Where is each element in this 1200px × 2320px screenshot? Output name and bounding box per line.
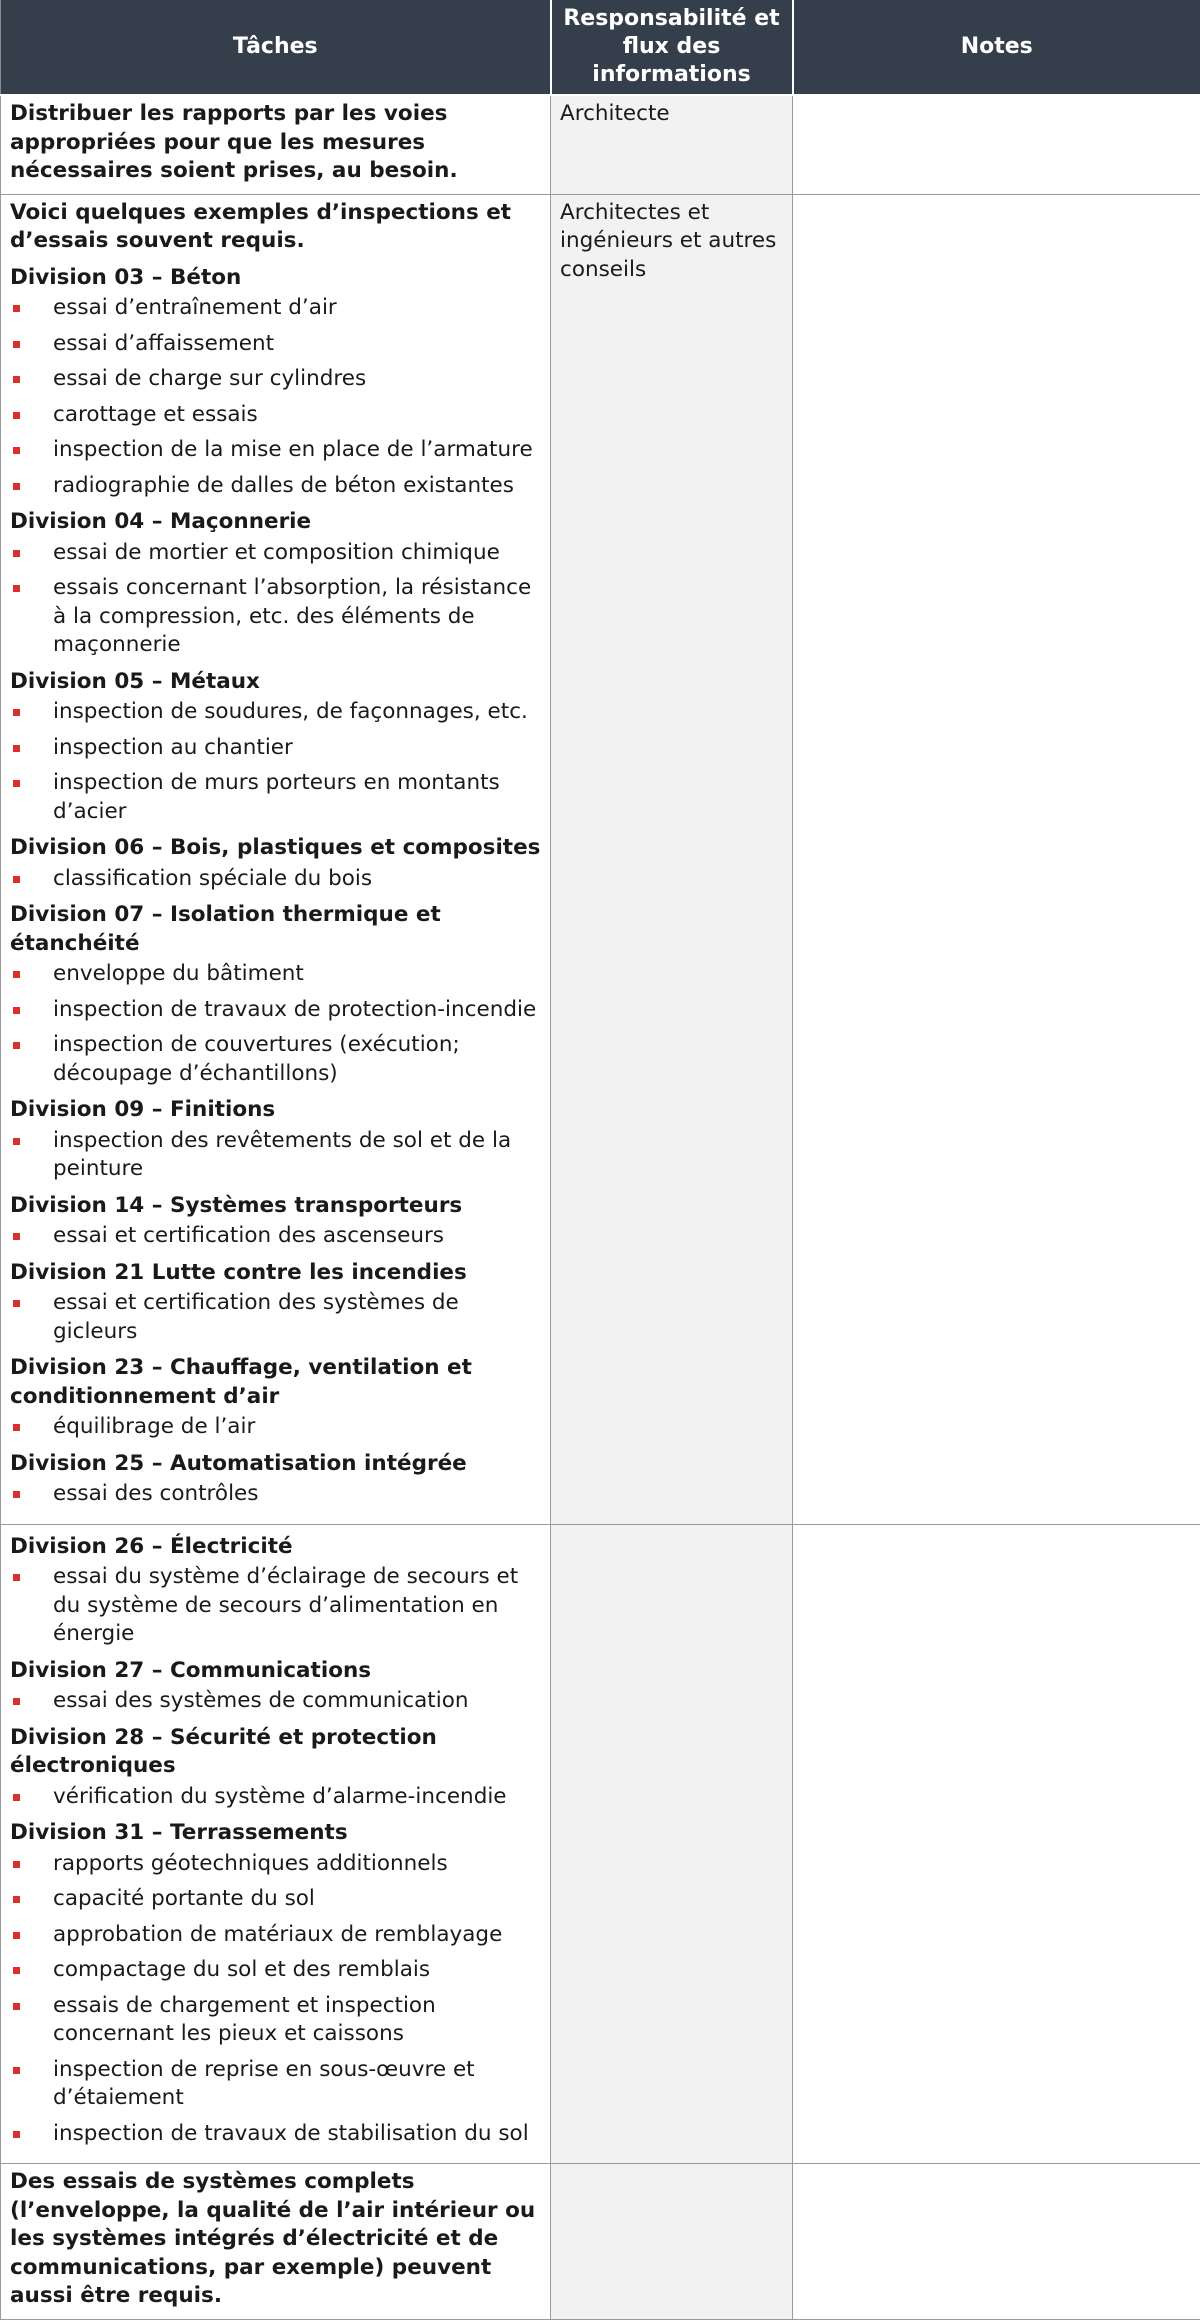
- list-item: essai de mortier et composition chimique: [10, 539, 541, 568]
- table-row: [1, 1524, 1200, 2164]
- list-item: inspection de la mise en place de l’armature: [10, 436, 541, 465]
- list-item: approbation de matériaux de remblayage: [10, 1921, 541, 1950]
- list-item: carottage et essais: [10, 401, 541, 430]
- list-item: inspection des revêtements de sol et de la peinture: [10, 1127, 541, 1184]
- division-item-list: [10, 1783, 541, 1812]
- division-item-list: [10, 960, 541, 1088]
- responsibility-cell: [551, 1524, 793, 2164]
- division-title: Division 27 – Communications: [10, 1657, 541, 1686]
- division-title: Division 28 – Sécurité et protection électroniques: [10, 1724, 541, 1781]
- list-item: inspection de travaux de stabilisation du sol: [10, 2120, 541, 2149]
- list-item: inspection de murs porteurs en montants d’acier: [10, 769, 541, 826]
- notes-cell: [793, 194, 1200, 1524]
- division-item-list: [10, 1127, 541, 1184]
- list-item: essai d’affaissement: [10, 330, 541, 359]
- list-item: équilibrage de l’air: [10, 1413, 541, 1442]
- division-item-list: [10, 1413, 541, 1442]
- task-cell: [1, 1524, 551, 2164]
- division-item-list: [10, 1480, 541, 1509]
- responsibility-cell: [551, 2164, 793, 2320]
- notes-cell: [793, 95, 1200, 194]
- list-item: inspection au chantier: [10, 734, 541, 763]
- list-item: essai et certification des systèmes de gicleurs: [10, 1289, 541, 1346]
- table-header-row: [1, 0, 1200, 95]
- list-item: inspection de couvertures (exécution; découpage d’échantillons): [10, 1031, 541, 1088]
- list-item: classification spéciale du bois: [10, 865, 541, 894]
- division-title: Division 05 – Métaux: [10, 668, 541, 697]
- division-title: Division 23 – Chauffage, ventilation et conditionnement d’air: [10, 1354, 541, 1411]
- division-title: Division 03 – Béton: [10, 264, 541, 293]
- list-item: capacité portante du sol: [10, 1885, 541, 1914]
- list-item: radiographie de dalles de béton existantes: [10, 472, 541, 501]
- header-responsibility: Responsabilité et flux des informations: [551, 0, 793, 95]
- division-title: Division 21 Lutte contre les incendies: [10, 1259, 541, 1288]
- division-item-list: [10, 294, 541, 500]
- notes-cell: [793, 2164, 1200, 2320]
- division-title: Division 31 – Terrassements: [10, 1819, 541, 1848]
- list-item: essai des contrôles: [10, 1480, 541, 1509]
- task-cell: [1, 2164, 551, 2320]
- task-cell: [1, 95, 551, 194]
- task-intro: Des essais de systèmes complets (l’enveloppe, la qualité de l’air intérieur ou les systèmes intégrés d’électricité et de communications, par exemple) peuvent aussi être requis.: [10, 2168, 541, 2311]
- division-title: Division 09 – Finitions: [10, 1096, 541, 1125]
- division-item-list: [10, 1222, 541, 1251]
- task-cell: [1, 194, 551, 1524]
- list-item: essai du système d’éclairage de secours et du système de secours d’alimentation en énergie: [10, 1563, 541, 1649]
- header-tasks: Tâches: [1, 0, 551, 95]
- list-item: compactage du sol et des remblais: [10, 1956, 541, 1985]
- division-title: Division 04 – Maçonnerie: [10, 508, 541, 537]
- division-item-list: [10, 539, 541, 660]
- notes-cell: [793, 1524, 1200, 2164]
- division-item-list: [10, 865, 541, 894]
- header-notes: Notes: [793, 0, 1200, 95]
- task-intro: Distribuer les rapports par les voies appropriées pour que les mesures nécessaires soient prises, au besoin.: [10, 100, 541, 186]
- list-item: essais de chargement et inspection concernant les pieux et caissons: [10, 1992, 541, 2049]
- responsibility-text: Architectes et ingénieurs et autres conseils: [560, 199, 783, 285]
- division-item-list: [10, 1289, 541, 1346]
- division-title: Division 25 – Automatisation intégrée: [10, 1450, 541, 1479]
- division-title: Division 07 – Isolation thermique et étanchéité: [10, 901, 541, 958]
- list-item: rapports géotechniques additionnels: [10, 1850, 541, 1879]
- responsibility-cell: [551, 95, 793, 194]
- division-title: Division 26 – Électricité: [10, 1533, 541, 1562]
- task-intro: Voici quelques exemples d’inspections et d’essais souvent requis.: [10, 199, 541, 256]
- table-row: [1, 2164, 1200, 2320]
- responsibility-text: Architecte: [560, 100, 783, 129]
- division-item-list: [10, 1563, 541, 1649]
- list-item: enveloppe du bâtiment: [10, 960, 541, 989]
- list-item: essais concernant l’absorption, la résistance à la compression, etc. des éléments de maçonnerie: [10, 574, 541, 660]
- division-title: Division 14 – Systèmes transporteurs: [10, 1192, 541, 1221]
- list-item: essai et certification des ascenseurs: [10, 1222, 541, 1251]
- table-row: [1, 194, 1200, 1524]
- table-row: [1, 95, 1200, 194]
- responsibility-cell: [551, 194, 793, 1524]
- table-body: [1, 95, 1200, 2319]
- list-item: vérification du système d’alarme-incendie: [10, 1783, 541, 1812]
- list-item: inspection de reprise en sous-œuvre et d’étaiement: [10, 2056, 541, 2113]
- division-title: Division 06 – Bois, plastiques et composites: [10, 834, 541, 863]
- list-item: essai des systèmes de communication: [10, 1687, 541, 1716]
- list-item: essai d’entraînement d’air: [10, 294, 541, 323]
- division-item-list: [10, 698, 541, 826]
- list-item: inspection de travaux de protection-incendie: [10, 996, 541, 1025]
- division-item-list: [10, 1850, 541, 2149]
- list-item: inspection de soudures, de façonnages, etc.: [10, 698, 541, 727]
- division-item-list: [10, 1687, 541, 1716]
- list-item: essai de charge sur cylindres: [10, 365, 541, 394]
